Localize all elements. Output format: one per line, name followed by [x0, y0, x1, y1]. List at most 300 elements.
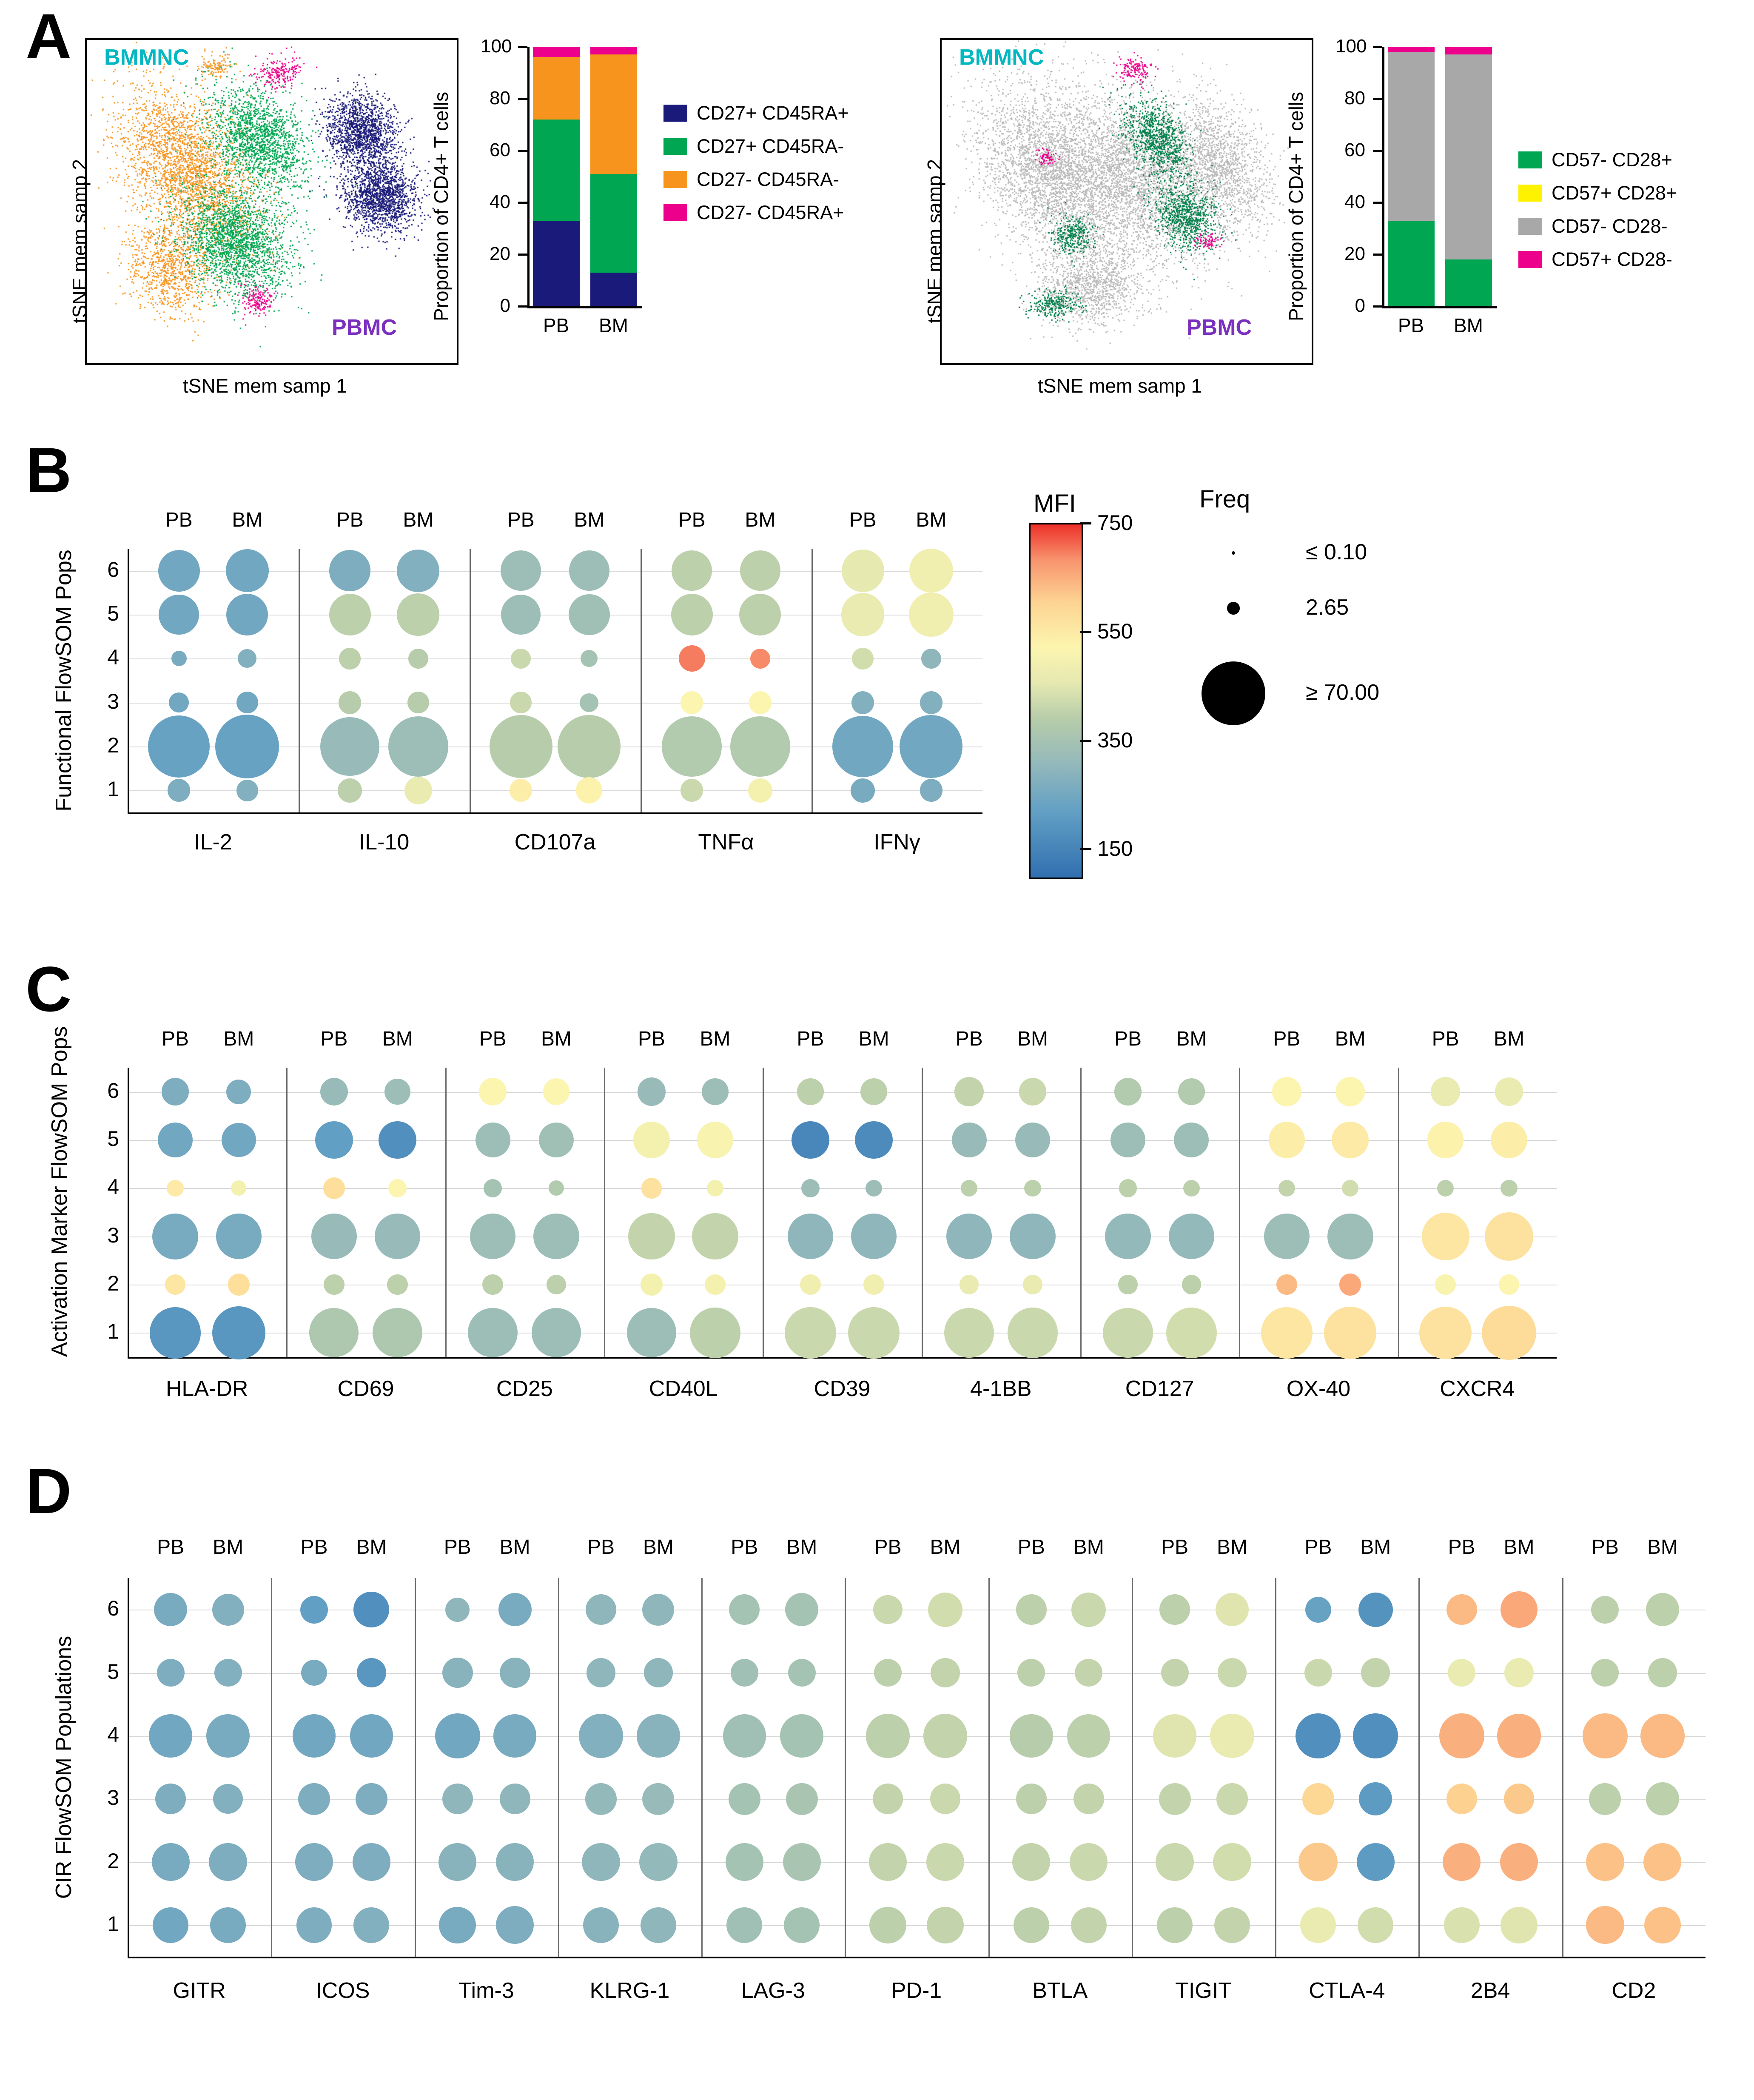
- dotplot-dot: [532, 1308, 581, 1357]
- legend-swatch: [663, 138, 687, 155]
- dotplot-ylabel: Functional FlowSOM Pops: [51, 550, 76, 812]
- dotplot-condition-label: PB: [1304, 1536, 1332, 1559]
- dotplot-dot: [435, 1713, 480, 1758]
- dotplot-separator: [1080, 1068, 1082, 1357]
- dotplot-dot: [500, 1784, 530, 1814]
- legend-right: [1518, 149, 1677, 282]
- dotplot-dot: [388, 1179, 407, 1197]
- legend-label: CD27- CD45RA-: [697, 168, 840, 190]
- dotplot-dot: [1448, 1659, 1475, 1687]
- tsne-right-xlabel: tSNE mem samp 1: [1038, 375, 1202, 397]
- dotplot-dot: [388, 716, 448, 776]
- dotplot-dot: [500, 1658, 530, 1688]
- dotplot-dot: [662, 716, 722, 776]
- dotplot-dot: [1342, 1180, 1359, 1197]
- dotplot-condition-label: BM: [574, 509, 605, 531]
- bar-x-axis: [1382, 306, 1497, 308]
- dotplot-dot: [549, 1180, 564, 1196]
- dotplot-dot: [944, 1308, 994, 1358]
- dotplot-condition-label: BM: [930, 1536, 961, 1559]
- bar-segment: [1388, 221, 1435, 306]
- dotplot-marker-label: TIGIT: [1175, 1978, 1232, 2003]
- dotplot-marker-label: GITR: [173, 1978, 226, 2003]
- dotplot-row-label: 1: [107, 1319, 119, 1344]
- dotplot-dot: [1023, 1275, 1042, 1294]
- bar-segment: [1388, 47, 1435, 52]
- mfi-legend-title: MFI: [1034, 490, 1076, 517]
- dotplot-dot: [739, 594, 781, 635]
- dotplot-condition-label: PB: [1432, 1028, 1459, 1050]
- dotplot-dot: [149, 1714, 192, 1757]
- dotplot-dot: [749, 691, 772, 714]
- dotplot-dot: [1305, 1597, 1331, 1623]
- dotplot-dot: [627, 1308, 676, 1357]
- dotplot-dot: [851, 778, 875, 803]
- bar-y-tick: [518, 98, 527, 100]
- dotplot-dot: [171, 651, 187, 666]
- dotplot-dot: [1019, 1078, 1047, 1106]
- bar-chart-right: [1335, 36, 1497, 340]
- dotplot-dot: [1008, 1308, 1058, 1358]
- dotplot-dot: [961, 1180, 978, 1197]
- dotplot-dot: [1353, 1713, 1398, 1758]
- dotplot-dot: [1071, 1907, 1107, 1943]
- dotplot-dot: [356, 1783, 387, 1815]
- dotplot-dot: [639, 1843, 677, 1881]
- dotplot-dot: [579, 1714, 623, 1758]
- dotplot-dot: [705, 1274, 725, 1295]
- dotplot-dot: [928, 1593, 962, 1627]
- dotplot-marker-label: CD2: [1612, 1978, 1656, 2003]
- dotplot-condition-label: PB: [479, 1028, 507, 1050]
- bar-segment: [590, 54, 637, 174]
- dotplot-dot: [329, 550, 370, 591]
- dotplot-condition-label: PB: [587, 1536, 615, 1559]
- dotplot-dot: [154, 1593, 187, 1626]
- mfi-colorbar: [1029, 523, 1083, 879]
- dotplot-separator: [604, 1068, 605, 1357]
- dotplot-dot: [1500, 1843, 1538, 1881]
- dotplot-dot: [1016, 1594, 1047, 1625]
- bar-y-tick-label: 20: [490, 243, 510, 264]
- dotplot-dot: [1499, 1274, 1519, 1295]
- dotplot-dot: [1431, 1077, 1460, 1106]
- tsne-canvas: [87, 40, 457, 363]
- dotplot-x-axis: [128, 812, 982, 814]
- legend-item: [663, 102, 849, 124]
- dotplot-dot: [222, 1123, 256, 1157]
- dotplot-dot: [298, 1783, 330, 1815]
- dotplot-separator: [286, 1068, 288, 1357]
- dotplot-condition-label: PB: [1273, 1028, 1301, 1050]
- dotplot-dot: [155, 1784, 186, 1814]
- dotplot-dot: [920, 691, 943, 714]
- dotplot-condition-label: BM: [1176, 1028, 1207, 1050]
- dotplot-row-label: 2: [107, 733, 119, 757]
- bar-segment: [533, 57, 580, 119]
- dotplot-dot: [1443, 1843, 1481, 1881]
- dotplot-separator: [470, 549, 471, 812]
- dotplot-dot: [569, 550, 609, 591]
- tsne-left-tag-bmmnc: BMMNC: [104, 45, 189, 70]
- dotplot-condition-label: BM: [1217, 1536, 1247, 1559]
- dotplot-dot: [1589, 1783, 1621, 1815]
- dotplot-dot: [397, 550, 439, 592]
- dotplot-dot: [468, 1308, 517, 1357]
- dotplot-dot: [293, 1714, 336, 1757]
- dotplot-dot: [569, 594, 610, 635]
- dotplot-dot: [209, 1843, 247, 1881]
- dotplot-dot: [1272, 1077, 1301, 1106]
- dotplot-dot: [788, 1659, 816, 1687]
- dotplot-dot: [315, 1121, 353, 1159]
- dotplot-dot: [1335, 1077, 1364, 1106]
- dotplot-dot: [212, 1306, 265, 1359]
- dotplot-dot: [832, 716, 893, 777]
- dotplot-dot: [476, 1123, 510, 1157]
- bar-y-tick-label: 0: [1355, 295, 1365, 316]
- dotplot-dot: [1210, 1714, 1254, 1758]
- dotplot-dot: [1070, 1843, 1108, 1881]
- bar-y-tick: [518, 305, 527, 308]
- dotplot-dot: [873, 1595, 902, 1624]
- dotplot-dot: [1166, 1308, 1217, 1358]
- dotplot-marker-label: IFNγ: [874, 830, 920, 855]
- bar-category-label: BM: [1454, 314, 1483, 336]
- legend-label: CD27- CD45RA+: [697, 202, 844, 223]
- dotplot-condition-label: PB: [1448, 1536, 1475, 1559]
- dotplot-dot: [784, 1907, 820, 1943]
- legend-label: CD27+ CD45RA-: [697, 135, 844, 157]
- dotplot-dot: [1643, 1843, 1681, 1881]
- dotplot-dot: [731, 1659, 758, 1687]
- dotplot-condition-label: PB: [1591, 1536, 1619, 1559]
- dotplot-dot: [1110, 1123, 1145, 1157]
- dotplot-dot: [671, 594, 713, 635]
- dotplot-marker-label: IL-2: [194, 830, 232, 855]
- dotplot-dot: [1646, 1782, 1679, 1815]
- dotplot-dot: [1157, 1907, 1193, 1943]
- legend-item: [1518, 182, 1677, 204]
- dotplot-dot: [930, 1784, 961, 1814]
- dotplot-dot: [373, 1308, 422, 1357]
- dotplot-dot: [780, 1714, 823, 1757]
- dotplot-dot: [320, 717, 379, 776]
- dotplot-dot: [387, 1274, 407, 1295]
- dotplot-dot: [852, 648, 874, 670]
- mfi-tick-mark: [1080, 631, 1091, 633]
- dotplot-condition-label: PB: [1017, 1536, 1045, 1559]
- dotplot-marker-label: KLRG-1: [589, 1978, 670, 2003]
- dotplot-condition-label: BM: [356, 1536, 387, 1559]
- dotplot-dot: [1591, 1659, 1619, 1687]
- dotplot-dot: [152, 1843, 190, 1881]
- bar-y-tick: [1373, 150, 1382, 152]
- dotplot-row-label: 4: [107, 645, 119, 670]
- dotplot-condition-label: PB: [320, 1028, 348, 1050]
- dotplot-dot: [539, 1123, 574, 1157]
- legend-label: CD57+ CD28+: [1552, 182, 1677, 204]
- dotplot-condition-label: BM: [541, 1028, 572, 1050]
- dotplot-condition-label: PB: [1161, 1536, 1189, 1559]
- dotplot-row-label: 6: [107, 557, 119, 581]
- dotplot-dot: [1114, 1078, 1142, 1106]
- dotplot-dot: [729, 1594, 760, 1625]
- dotplot-dot: [353, 1592, 389, 1627]
- dotplot-dot: [165, 1274, 185, 1295]
- freq-legend-label: ≤ 0.10: [1306, 540, 1367, 564]
- dotplot-dot: [1174, 1123, 1209, 1157]
- tsne-canvas: [942, 40, 1312, 363]
- bar-y-tick: [518, 46, 527, 48]
- dotplot-dot: [300, 1596, 328, 1624]
- dotplot-dot: [1213, 1843, 1251, 1881]
- dotplot-dot: [1178, 1078, 1204, 1105]
- mfi-tick-label: 550: [1097, 619, 1133, 644]
- dotplot-dot: [339, 648, 361, 670]
- freq-legend-dot: [1232, 551, 1235, 555]
- bar-y-tick: [1373, 254, 1382, 256]
- dotplot-dot: [357, 1658, 386, 1687]
- dotplot-dot: [581, 650, 598, 667]
- dotplot-dot: [1105, 1214, 1150, 1259]
- tsne-plot-left: [85, 38, 458, 365]
- bar-y-tick: [1373, 46, 1382, 48]
- dotplot-dot: [873, 1784, 903, 1814]
- dotplot-dot: [841, 593, 884, 636]
- dotplot-dot: [442, 1784, 473, 1814]
- dotplot-dot: [379, 1121, 416, 1159]
- dotplot-dot: [952, 1123, 987, 1157]
- dotplot-dot: [445, 1598, 470, 1622]
- dotplot-dot: [1075, 1659, 1102, 1687]
- bar-segment: [533, 120, 580, 221]
- legend-label: CD27+ CD45RA+: [697, 102, 849, 124]
- dotplot-dot: [583, 1907, 619, 1943]
- dotplot-dot: [226, 1080, 251, 1104]
- dotplot-dot: [1010, 1214, 1055, 1259]
- dotplot-dot: [547, 1275, 566, 1294]
- dotplot-row-label: 4: [107, 1722, 119, 1747]
- dotplot-separator: [1239, 1068, 1240, 1357]
- dotplot-dot: [236, 692, 258, 713]
- dotplot-row-label: 1: [107, 777, 119, 801]
- dotplot-dot: [792, 1121, 829, 1159]
- mfi-tick-label: 750: [1097, 511, 1133, 535]
- dotplot-marker-label: CD69: [337, 1376, 394, 1401]
- dotplot-dot: [1501, 1907, 1538, 1944]
- dotplot-dot: [168, 779, 191, 802]
- dotplot-marker-label: HLA-DR: [165, 1376, 248, 1401]
- dotplot-dot: [484, 1179, 502, 1197]
- mfi-tick-mark: [1080, 848, 1091, 850]
- dotplot-dot: [697, 1122, 733, 1158]
- dotplot-marker-label: ICOS: [316, 1978, 370, 2003]
- bar-y-tick: [1373, 98, 1382, 100]
- dotplot-dot: [855, 1121, 892, 1159]
- dotplot-marker-label: TNFα: [698, 830, 754, 855]
- dotplot-y-axis: [128, 1578, 129, 1957]
- dotplot-dot: [533, 1214, 579, 1259]
- dotplot-separator: [1562, 1578, 1563, 1957]
- dotplot-dot: [723, 1714, 766, 1757]
- dotplot-dot: [1169, 1214, 1214, 1259]
- dotplot-dot: [1161, 1659, 1189, 1687]
- dotplot-separator: [445, 1068, 447, 1357]
- dotplot-dot: [439, 1907, 476, 1944]
- dotplot-marker-label: PD-1: [891, 1978, 942, 2003]
- dotplot-dot: [637, 1714, 680, 1757]
- dotplot-dot: [786, 1783, 818, 1815]
- dotplot-dot: [1583, 1713, 1628, 1758]
- dotplot-dot: [785, 1593, 818, 1626]
- dotplot-separator: [558, 1578, 559, 1957]
- dotplot-dot: [375, 1214, 420, 1259]
- dotplot-marker-label: LAG-3: [741, 1978, 805, 2003]
- dotplot-dot: [210, 1907, 246, 1943]
- dotplot-dot: [1591, 1596, 1619, 1624]
- bar-x-axis: [527, 306, 642, 308]
- bar-category-label: PB: [543, 314, 569, 336]
- dotplot-dot: [1300, 1907, 1336, 1943]
- tsne-left-ylabel: tSNE mem samp 2: [68, 159, 91, 323]
- dotplot-dot: [587, 1658, 615, 1687]
- bar-y-tick-label: 80: [490, 88, 510, 108]
- panel-letter-d: D: [26, 1455, 72, 1527]
- dotplot-dot: [750, 649, 770, 669]
- dotplot-dot: [1264, 1214, 1310, 1259]
- dotplot-marker-label: BTLA: [1032, 1978, 1088, 2003]
- dotplot-dot: [1444, 1907, 1480, 1943]
- dotplot-dot: [226, 549, 269, 592]
- dotplot-condition-label: BM: [1647, 1536, 1678, 1559]
- dotplot-dot: [1359, 1782, 1392, 1815]
- dotplot-separator: [988, 1578, 990, 1957]
- legend-swatch: [1518, 251, 1542, 268]
- dotplot-condition-label: PB: [849, 509, 877, 531]
- dotplot-dot: [580, 693, 598, 712]
- dotplot-row-label: 1: [107, 1912, 119, 1936]
- dotplot-dot: [1501, 1591, 1538, 1628]
- dotplot-dot: [384, 1079, 410, 1104]
- bar-y-tick: [518, 202, 527, 204]
- dotplot-dot: [1339, 1274, 1361, 1295]
- dotplot-marker-label: 2B4: [1470, 1978, 1510, 2003]
- dotplot-dot: [493, 1714, 536, 1757]
- dotplot-condition-label: BM: [1503, 1536, 1535, 1559]
- dotplot-separator: [415, 1578, 416, 1957]
- dotplot-dot: [869, 1843, 907, 1881]
- dotplot-dot: [946, 1214, 992, 1259]
- dotplot-condition-label: BM: [700, 1028, 731, 1050]
- dotplot-dot: [866, 1180, 883, 1197]
- dotplot-dot: [1304, 1659, 1332, 1687]
- dotplot-dot: [1586, 1843, 1624, 1881]
- dotplot-dot: [860, 1078, 887, 1105]
- dotplot-dot: [785, 1307, 836, 1359]
- dotplot-separator: [299, 549, 300, 812]
- dotplot-dot: [633, 1122, 669, 1158]
- legend-swatch: [1518, 151, 1542, 168]
- dotplot-dot: [353, 1843, 390, 1881]
- bar-y-tick: [1373, 202, 1382, 204]
- dotplot-dot: [296, 1907, 332, 1943]
- dotplot-condition-label: BM: [1360, 1536, 1391, 1559]
- dotplot-condition-label: PB: [955, 1028, 983, 1050]
- bar-category-label: PB: [1398, 314, 1424, 336]
- dotplot-dot: [329, 594, 371, 635]
- panel-letter-b: B: [26, 434, 72, 506]
- dotplot-y-axis: [128, 1068, 129, 1357]
- legend-left: [663, 102, 849, 235]
- dotplot-dot: [1327, 1214, 1373, 1259]
- dotplot-condition-label: BM: [223, 1028, 254, 1050]
- dotplot-panel-b: [0, 476, 999, 902]
- bar-y-tick: [518, 150, 527, 152]
- dotplot-condition-label: BM: [1335, 1028, 1366, 1050]
- bar-y-tick-label: 60: [1344, 140, 1365, 160]
- legend-swatch: [663, 105, 687, 122]
- dotplot-condition-label: BM: [916, 509, 947, 531]
- dotplot-dot: [1501, 1180, 1518, 1197]
- dotplot-dot: [800, 1274, 820, 1295]
- dotplot-dot: [702, 1078, 728, 1105]
- dotplot-dot: [726, 1907, 762, 1943]
- dotplot-separator: [1275, 1578, 1276, 1957]
- legend-swatch: [1518, 218, 1542, 235]
- dotplot-dot: [150, 1307, 201, 1359]
- bar-y-tick: [518, 254, 527, 256]
- dotplot-dot: [320, 1078, 348, 1106]
- dotplot-dot: [644, 1658, 673, 1687]
- dotplot-dot: [1435, 1274, 1455, 1295]
- dotplot-dot: [511, 649, 531, 669]
- bar-left-ylabel: Proportion of CD4+ T cells: [430, 91, 452, 321]
- dotplot-dot: [1644, 1907, 1681, 1944]
- dotplot-dot: [353, 1907, 389, 1943]
- dotplot-marker-label: CD40L: [649, 1376, 718, 1401]
- dotplot-panel-c: [0, 995, 1574, 1455]
- dotplot-dot: [216, 1214, 262, 1259]
- legend-label: CD57- CD28+: [1552, 149, 1672, 171]
- dotplot-dot: [1269, 1122, 1305, 1158]
- dotplot-dot: [848, 1307, 900, 1359]
- tsne-right-tag-bmmnc: BMMNC: [959, 45, 1044, 70]
- dotplot-condition-label: BM: [213, 1536, 244, 1559]
- dotplot-dot: [1504, 1658, 1533, 1687]
- dotplot-dot: [301, 1660, 327, 1686]
- dotplot-dot: [238, 649, 256, 668]
- dotplot-dot: [397, 593, 439, 636]
- dotplot-dot: [1073, 1784, 1104, 1814]
- dotplot-row-label: 5: [107, 601, 119, 625]
- dotplot-row-label: 2: [107, 1849, 119, 1873]
- dotplot-dot: [1278, 1180, 1296, 1197]
- bar-y-tick-label: 20: [1344, 243, 1365, 264]
- dotplot-dot: [1159, 1783, 1191, 1815]
- dotplot-dot: [496, 1906, 534, 1944]
- mfi-tick-mark: [1080, 522, 1091, 524]
- legend-swatch: [663, 171, 687, 188]
- dotplot-condition-label: PB: [638, 1028, 666, 1050]
- dotplot-ylabel: Activation Marker FlowSOM Pops: [47, 1026, 72, 1357]
- dotplot-condition-label: BM: [1017, 1028, 1048, 1050]
- freq-legend-label: ≥ 70.00: [1306, 680, 1380, 705]
- dotplot-condition-label: BM: [232, 509, 263, 531]
- tsne-left-tag-pbmc: PBMC: [332, 315, 397, 340]
- freq-legend-dot: [1202, 661, 1265, 725]
- dotplot-dot: [158, 550, 200, 592]
